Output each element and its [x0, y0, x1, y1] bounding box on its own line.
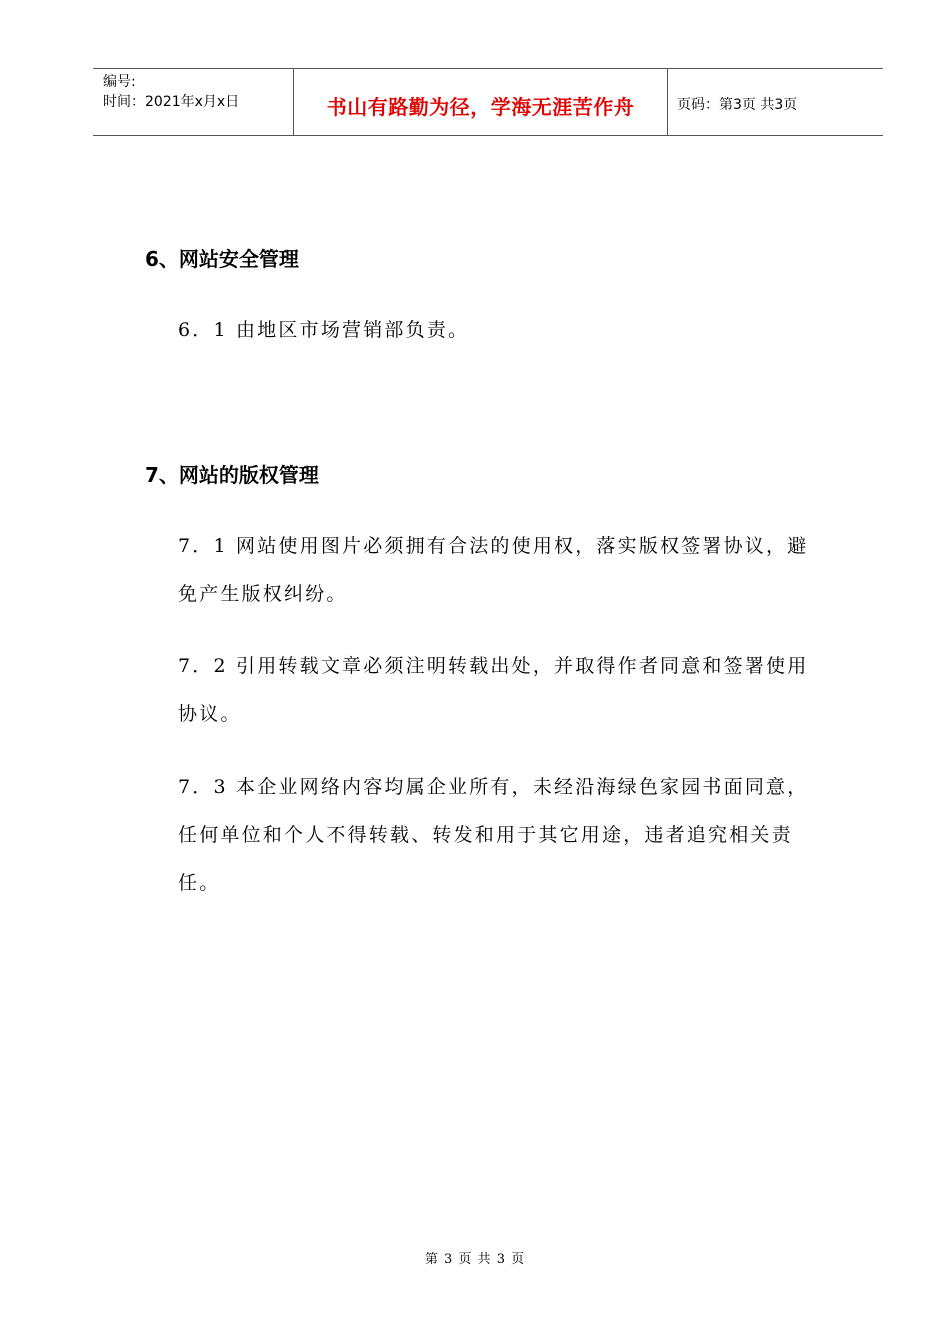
document-number-label: 编号:: [103, 74, 136, 90]
paragraph-7-1: 7．1 网站使用图片必须拥有合法的使用权，落实版权签署协议，避免产生版权纠纷。: [178, 535, 809, 605]
header-page-cell: [668, 69, 883, 135]
paragraph-7-3: 7．3 本企业网络内容均属企业所有，未经沿海绿色家园书面同意，任何单位和个人不得转载、转发和用于其它用途，违者追究相关责任。: [178, 776, 809, 894]
document-time-label: 时间：2021年x月x日: [103, 94, 240, 110]
paragraph-6-1: 6．1 由地区市场营销部负责。: [178, 319, 470, 341]
page-footer: 第 3 页 共 3 页: [424, 1252, 526, 1267]
header-motto-cell: [294, 69, 668, 135]
header-motto: 书山有路勤为径，学海无涯苦作舟: [326, 95, 635, 119]
header-info-cell: [93, 69, 294, 135]
paragraph-7-2: 7．2 引用转载文章必须注明转载出处，并取得作者同意和签署使用协议。: [178, 655, 809, 725]
header-page-number: 页码：第3页 共3页: [677, 97, 798, 113]
section-7-heading: 7、网站的版权管理: [145, 463, 319, 487]
document-header: [93, 68, 883, 136]
section-6-heading: 6、网站安全管理: [145, 247, 299, 271]
